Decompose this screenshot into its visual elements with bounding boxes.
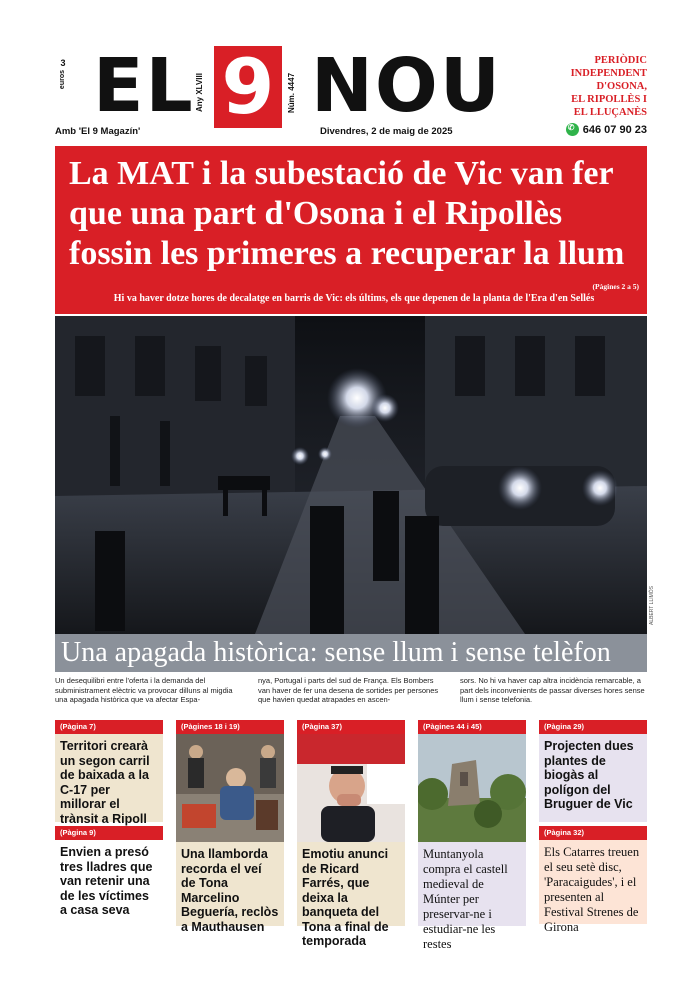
body-column-1: Un desequilibri entre l'oferta i la demanda del subministrament elèctric va provocar dilluns al migdia una apagada històrica que va afectar Espa- — [55, 676, 233, 704]
whatsapp-icon — [566, 123, 579, 136]
tagline-line: D'OSONA, — [596, 81, 647, 92]
teaser-biogas[interactable] — [539, 720, 647, 822]
lead-headline-block — [55, 146, 647, 314]
volume-year: Any XLVIII — [195, 73, 204, 113]
teaser-castell[interactable] — [418, 720, 526, 951]
lead-deck: Hi va haver dotze hores de decalatge en barris de Vic: els últims, els que depenen de la planta de l'Era d'en Sellés — [113, 293, 595, 304]
phone-number: 646 07 90 23 — [582, 123, 647, 136]
castle-ruin-illustration — [418, 734, 526, 842]
price-value: 3 — [60, 58, 66, 68]
price — [55, 58, 71, 89]
teaser-text: Muntanyola compra el castell medieval de Múnter per preservar-ne i estudiar-ne les restes — [418, 842, 526, 926]
tagline — [537, 54, 647, 119]
night-street-illustration — [55, 316, 647, 634]
teaser-farres[interactable] — [297, 720, 405, 948]
second-story-title[interactable]: Una apagada històrica: sense llum i sense telèfon — [61, 637, 611, 668]
teaser-page-label: (Pàgines 44 i 45) — [418, 720, 526, 734]
teaser-page-label: (Pàgina 9) — [55, 826, 163, 840]
teaser-text: Emotiu anunci de Ricard Farrés, que deixa la banqueta del Tona a final de temporada — [297, 842, 405, 926]
tagline-line: EL LLUÇANÈS — [573, 107, 647, 118]
phone-contact — [566, 123, 647, 136]
teaser-text: Envien a presó tres lladres que van retenir una de les víctimes a casa seva — [60, 845, 153, 917]
teaser-llamborda[interactable] — [176, 720, 284, 934]
teaser-page-label: (Pàgina 37) — [297, 720, 405, 734]
photo-credit: ALBERT LLIMÓS — [649, 586, 655, 625]
coach-illustration — [297, 734, 405, 842]
ceremony-illustration — [176, 734, 284, 842]
headline-line: que una part d'Osona i el Ripollès — [69, 195, 563, 232]
teaser-text: Projecten dues plantes de biogàs al polígon del Bruguer de Vic — [539, 734, 647, 822]
lead-photo — [55, 316, 647, 634]
teaser-catarres[interactable] — [539, 826, 647, 934]
issue-date: Divendres, 2 de maig de 2025 — [320, 126, 453, 137]
logo-el: EL — [93, 43, 195, 129]
logo-nine: 9 — [214, 46, 282, 128]
second-story-band — [55, 634, 647, 672]
subhead — [55, 122, 647, 140]
teaser-page-label: (Pàgines 18 i 19) — [176, 720, 284, 734]
magazine-note: Amb 'El 9 Magazín' — [55, 126, 141, 137]
body-column-3: sors. No hi va haver cap altra incidència remarcable, a part dels inconvenients de passar diverses hores sense llum i sense telefonia. — [460, 676, 645, 704]
teaser-page-label: (Pàgina 32) — [539, 826, 647, 840]
issue-number: Núm. 4447 — [287, 72, 296, 114]
masthead — [55, 40, 647, 132]
tagline-line: EL RIPOLLÈS I — [571, 94, 647, 105]
teaser-text: Territori crearà un segon carril de baixada a la C-17 per millorar el trànsit a Ripoll — [55, 734, 163, 822]
price-unit: euros — [59, 70, 66, 90]
lead-pages-ref: (Pàgines 2 a 5) — [592, 282, 639, 291]
tagline-line: INDEPENDENT — [570, 68, 647, 79]
teaser-page-label: (Pàgina 7) — [55, 720, 163, 734]
headline-line: fossin les primeres a recuperar la llum — [69, 235, 625, 272]
lead-headline[interactable] — [69, 154, 639, 274]
body-column-2: nya, Portugal i parts del sud de França. Els Bombers van haver de fer una desena de sortides per persones que havien quedat atrapades en ascen- — [258, 676, 439, 704]
headline-line: La MAT i la subestació de Vic van fer — [69, 155, 614, 192]
teaser-text: Els Catarres treuen el seu setè disc, 'Paracaigudes', i el presenten al Festival Strenes de Girona — [539, 840, 647, 924]
teaser-page-label: (Pàgina 29) — [539, 720, 647, 734]
teaser-photo — [176, 734, 284, 842]
tagline-line: PERIÒDIC — [594, 55, 647, 66]
teaser-preso[interactable] — [55, 826, 163, 924]
teaser-photo — [297, 734, 405, 842]
teaser-text: Una llamborda recorda el veí de Tona Marcelino Beguería, reclòs a Mauthausen — [176, 842, 284, 926]
teaser-photo — [418, 734, 526, 842]
teaser-territori[interactable] — [55, 720, 163, 826]
logo-nou: NOU — [311, 43, 502, 129]
